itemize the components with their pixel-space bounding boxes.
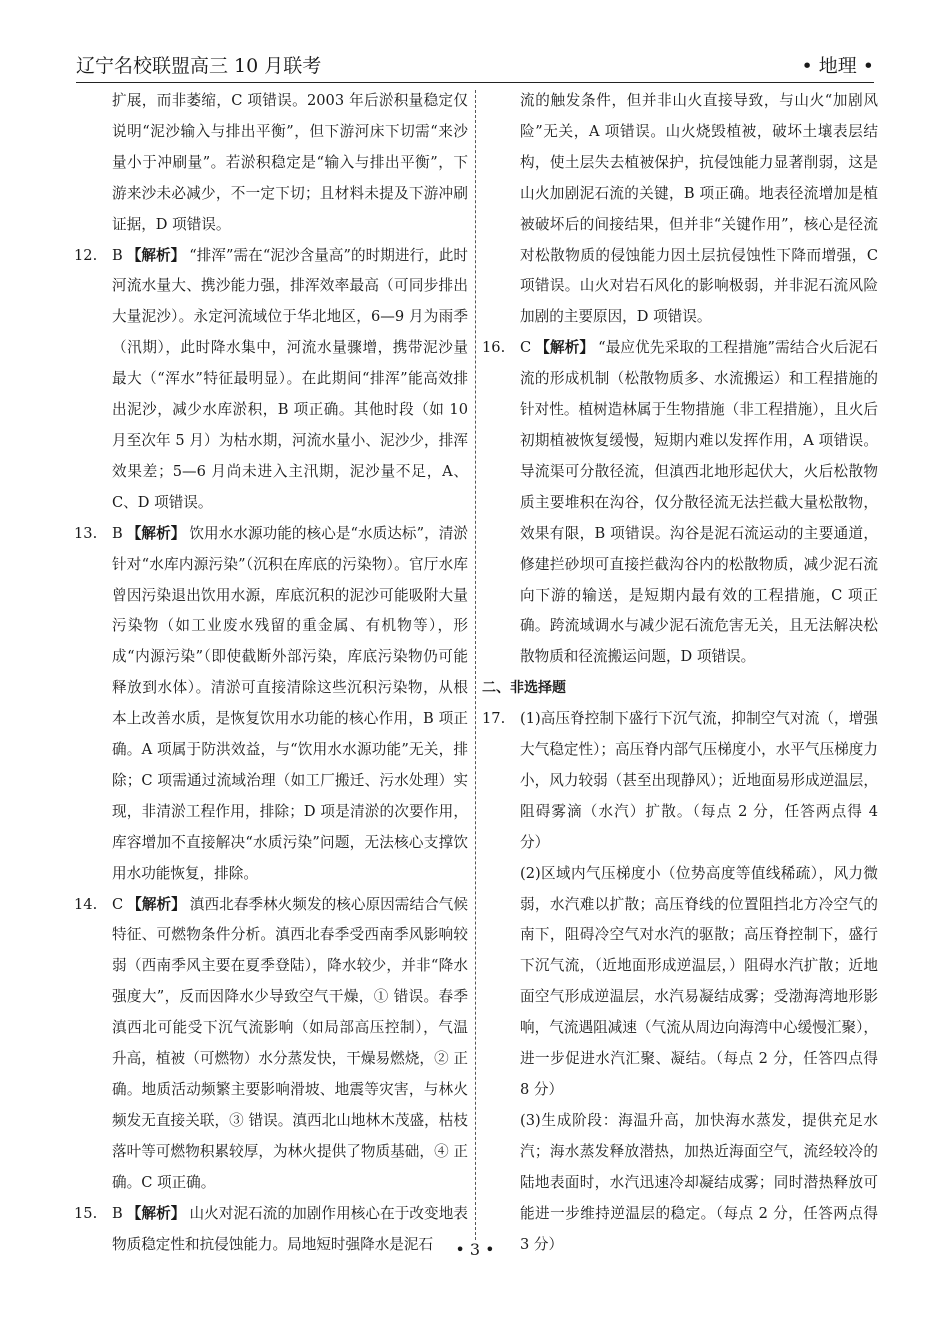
question-number: 12. xyxy=(74,246,98,264)
answer-item-13 xyxy=(74,519,468,890)
answer-letter: B xyxy=(112,524,123,542)
q15-continuation: 流的触发条件，但并非山火直接导致，与山火“加剧风险”无关，A 项错误。山火烧毁植被，破坏土壤表层结构，使土层失去植被保护，抗侵蚀能力显著削弱，这是山火加剧泥石流的关键，B 项正确。地表径流增加是植被破坏后的间接结果，但并非“关键作用”，核心是径流对松散物质的侵蚀能力因土层抗侵蚀性下降而增强，C 项错误。山火对岩石风化的影响极弱，并非泥石流风险加剧的主要原因，D 项错误。 xyxy=(520,92,878,326)
page-number: • 3 • xyxy=(455,1240,495,1259)
analysis-text: 山火对泥石流的加剧作用核心在于改变地表物质稳定性和抗侵蚀能力。局地短时强降水是泥石 xyxy=(112,1204,468,1253)
answer-part-3: (3)生成阶段：海温升高，加快海水蒸发，提供充足水汽；海水蒸发释放潜热，加热近海面空气，流经较冷的陆地表面时，水汽迅速冷却凝结成雾；同时潜热释放可能进一步维持逆温层的稳定。（每点 2 分，任答两点得 3 分） xyxy=(520,1111,878,1253)
analysis-tag: 【解析】 xyxy=(126,1204,186,1222)
answer-letter: B xyxy=(112,1204,123,1222)
q11-continuation: 扩展，而非萎缩，C 项错误。2003 年后淤积量稳定仅说明“泥沙输入与排出平衡”，但下游河床下切需“来沙量小于冲刷量”。若淤积稳定是“输入与排出平衡”，下游来沙未必减少，不一定下切；且材料未提及下游冲刷证据，D 项错误。 xyxy=(112,92,468,233)
answer-part-1: (1)高压脊控制下盛行下沉气流，抑制空气对流（，增强大气稳定性）；高压脊内部气压梯度小，水平气压梯度力小，风力较弱（甚至出现静风）；近地面易形成逆温层，阻碍雾滴（水汽）扩散。（每点 2 分，任答两点得 4 分） xyxy=(520,710,878,851)
question-number: 14. xyxy=(74,895,98,913)
answer-letter: C xyxy=(520,339,532,357)
answer-item-17 xyxy=(482,704,878,1260)
answer-letter: C xyxy=(112,895,124,913)
question-number: 16. xyxy=(482,339,506,357)
page-header xyxy=(76,50,874,83)
analysis-text: 饮用水水源功能的核心是“水质达标”，清淤针对“水库内源污染”（沉积在库底的污染物）。官厅水库曾因污染退出饮用水源，库底沉积的泥沙可能吸附大量污染物（如工业废水残留的重金属、有机物等），形成“内源污染”（即使截断外部污染，库底污染物仍可能释放到水体）。清淤可直接清除这些沉积污染物，从根本上改善水质，是恢复饮用水功能的核心作用，B 项正确。A 项属于防洪效益，与“饮用水水源功能”无关，排除；C 项需通过流域治理（如工厂搬迁、污水处理）实现，非清淤工程作用，排除；D 项是清淤的次要作用，库容增加不直接解决“水质污染”问题，无法核心支撑饮用水功能恢复，排除。 xyxy=(112,524,468,882)
answer-item-12 xyxy=(74,241,468,519)
analysis-tag: 【解析】 xyxy=(127,895,186,913)
subject-label: • 地理 • xyxy=(801,55,874,77)
question-number: 15. xyxy=(74,1204,98,1222)
question-number: 17. xyxy=(482,710,506,728)
answer-item-16 xyxy=(482,333,878,673)
analysis-text: “排浑”需在“泥沙含量高”的时期进行，此时河流水量大、携沙能力强，排浑效率最高（可同步排出大量泥沙）。永定河流域位于华北地区，6—9 月为雨季（汛期），此时降水集中，河流水量骤增，携带泥沙量最大（“浑水”特征最明显）。在此期间“排浑”能高效排出泥沙，减少水库淤积，B 项正确。其他时段（如 10 月至次年 5 月）为枯水期，河流水量小、泥沙少，排浑效果差；5—6 月尚未进入主汛期，泥沙量不足，A、C、D 项错误。 xyxy=(112,246,468,511)
right-column xyxy=(482,86,878,1260)
left-column xyxy=(74,86,468,1260)
analysis-tag: 【解析】 xyxy=(126,246,186,264)
section-title: 二、非选择题 xyxy=(482,680,566,697)
analysis-tag: 【解析】 xyxy=(535,339,595,357)
analysis-text: “最应优先采取的工程措施”需结合火后泥石流的形成机制（松散物质多、水流搬运）和工程措施的针对性。植树造林属于生物措施（非工程措施），且火后初期植被恢复缓慢，短期内难以发挥作用，A 项错误。导流渠可分散径流，但滇西北地形起伏大，火后松散物质主要堆积在沟谷，仅分散径流无法拦截大量松散物，效果有限，B 项错误。沟谷是泥石流运动的主要通道，修建拦砂坝可直接拦截沟谷内的松散物质，减少泥石流向下游的输送，是短期内最有效的工程措施，C 项正确。跨流域调水与减少泥石流危害无关，且无法解决松散物质和径流搬运问题，D 项错误。 xyxy=(520,339,878,666)
exam-title: 辽宁名校联盟高三 10 月联考 xyxy=(76,55,322,77)
answer-letter: B xyxy=(112,246,123,264)
answer-item-14 xyxy=(74,890,468,1199)
answer-part-2: (2)区域内气压梯度小（位势高度等值线稀疏），风力微弱，水汽难以扩散；高压脊线的位置阻挡北方冷空气的南下，阻碍冷空气对水汽的驱散；高压脊控制下，盛行下沉气流，（近地面形成逆温层，）阻碍水汽扩散；近地面空气形成逆温层，水汽易凝结成雾；受渤海湾地形影响，气流遇阻减速（气流从周边向海湾中心缓慢汇聚），进一步促进水汽汇聚、凝结。（每点 2 分，任答四点得 8 分） xyxy=(520,864,878,1098)
analysis-text: 滇西北春季林火频发的核心原因需结合气候特征、可燃物条件分析。滇西北春季受西南季风影响较弱（西南季风主要在夏季登陆），降水较少，并非“降水强度大”，反而因降水少导致空气干燥，① 错误。春季滇西北可能受下沉气流影响（如局部高压控制），气温升高，植被（可燃物）水分蒸发快，干燥易燃烧，② 正确。地质活动频繁主要影响滑坡、地震等灾害，与林火频发无直接关联，③ 错误。滇西北山地林木茂盛，枯枝落叶等可燃物积累较厚，为林火提供了物质基础，④ 正确。C 项正确。 xyxy=(112,895,468,1191)
column-divider xyxy=(475,90,476,1240)
question-number: 13. xyxy=(74,524,98,542)
analysis-tag: 【解析】 xyxy=(126,524,186,542)
